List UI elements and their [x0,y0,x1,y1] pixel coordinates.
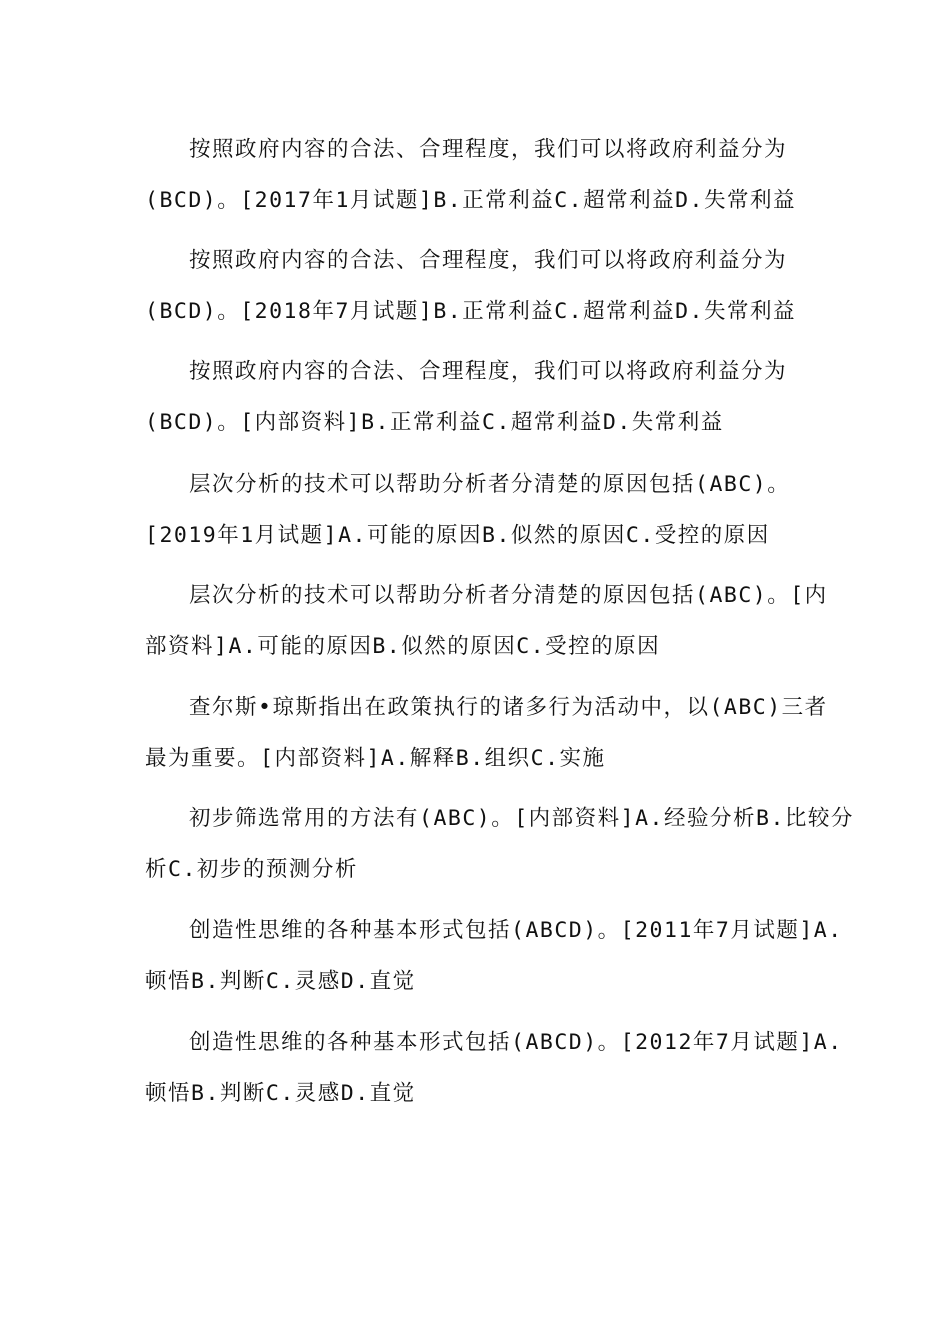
paragraph-line: 按照政府内容的合法、合理程度，我们可以将政府利益分为 [189,137,788,162]
paragraph-line: 析C.初步的预测分析 [145,857,358,882]
paragraph-line: 层次分析的技术可以帮助分析者分清楚的原因包括(ABC)。 [189,472,791,497]
paragraph-line: 创造性思维的各种基本形式包括(ABCD)。[2012年7月试题]A. [189,1030,843,1055]
paragraph-line: 按照政府内容的合法、合理程度，我们可以将政府利益分为 [189,359,788,384]
paragraph-line: 顿悟B.判断C.灵感D.直觉 [145,1081,416,1106]
paragraph-line: (BCD)。[内部资料]B.正常利益C.超常利益D.失常利益 [145,410,724,435]
paragraph-line: 初步筛选常用的方法有(ABC)。[内部资料]A.经验分析B.比较分 [189,806,854,831]
paragraph-line: 最为重要。[内部资料]A.解释B.组织C.实施 [145,746,606,771]
paragraph-line: 按照政府内容的合法、合理程度，我们可以将政府利益分为 [189,248,788,273]
paragraph-line: 创造性思维的各种基本形式包括(ABCD)。[2011年7月试题]A. [189,918,843,943]
paragraph-line: 部资料]A.可能的原因B.似然的原因C.受控的原因 [145,634,661,659]
paragraph-line: [2019年1月试题]A.可能的原因B.似然的原因C.受控的原因 [145,523,770,548]
paragraph-line: (BCD)。[2018年7月试题]B.正常利益C.超常利益D.失常利益 [145,299,796,324]
paragraph-line: 层次分析的技术可以帮助分析者分清楚的原因包括(ABC)。[内 [189,583,828,608]
paragraph-line: (BCD)。[2017年1月试题]B.正常利益C.超常利益D.失常利益 [145,188,796,213]
paragraph-line: 顿悟B.判断C.灵感D.直觉 [145,969,416,994]
paragraph-line: 查尔斯•琼斯指出在政策执行的诸多行为活动中，以(ABC)三者 [189,695,828,720]
